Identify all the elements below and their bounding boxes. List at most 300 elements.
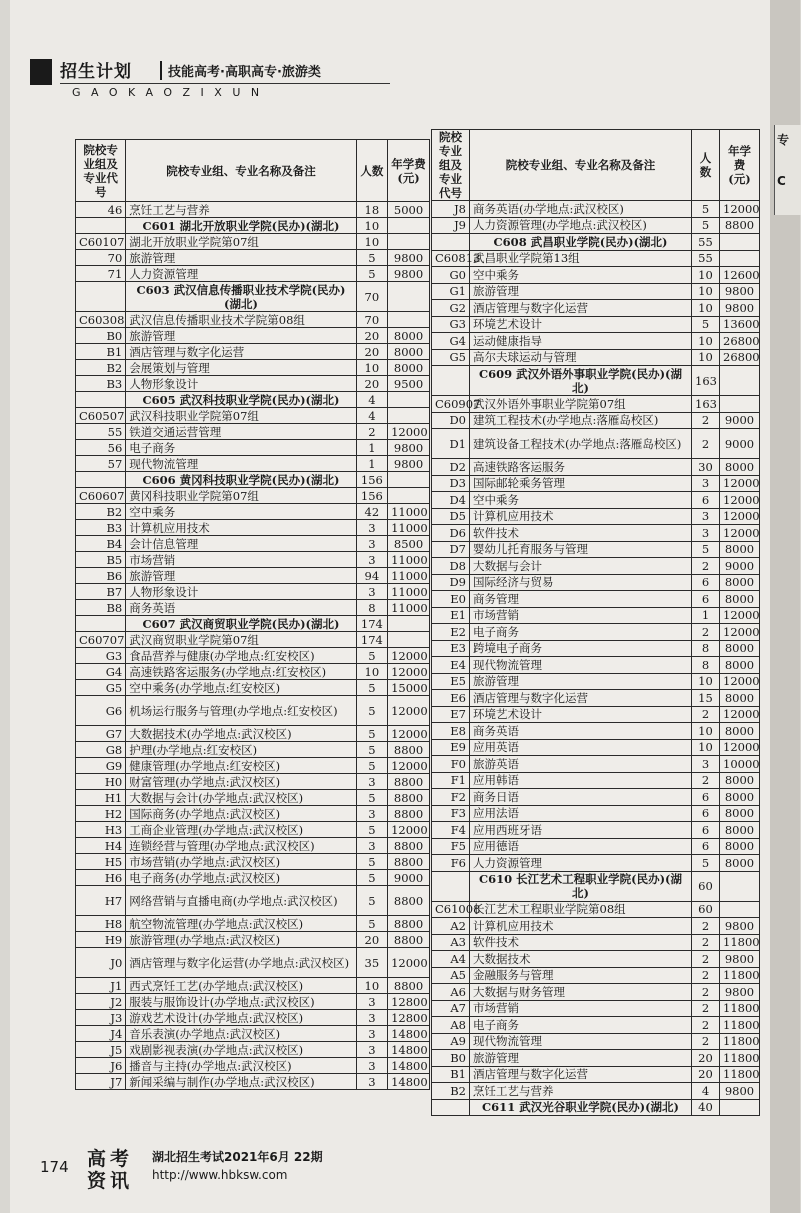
row-name: 商务英语 — [470, 723, 692, 740]
table-row — [432, 558, 760, 575]
row-code — [432, 366, 470, 396]
row-code: G3 — [432, 316, 470, 333]
row-fee: 9800 — [720, 300, 760, 317]
row-code: D8 — [432, 558, 470, 575]
row-code: E0 — [432, 591, 470, 608]
row-name: 软件技术 — [470, 525, 692, 542]
row-name: 计算机应用技术 — [470, 918, 692, 935]
row-count: 163 — [692, 396, 720, 413]
table-header-row — [76, 140, 430, 202]
row-fee: 8800 — [388, 790, 430, 806]
row-count: 156 — [356, 488, 387, 504]
row-code: C60907 — [432, 396, 470, 413]
row-name: 播音与主持(办学地点:武汉校区) — [126, 1058, 356, 1074]
table-row — [76, 328, 430, 344]
row-count: 20 — [356, 376, 387, 392]
row-fee: 11800 — [720, 1066, 760, 1083]
row-name: C607 武汉商贸职业学院(民办)(湖北) — [126, 616, 356, 632]
row-code: G2 — [432, 300, 470, 317]
row-count: 3 — [356, 520, 387, 536]
row-count: 6 — [692, 838, 720, 855]
row-name: 商务管理 — [470, 591, 692, 608]
row-code — [76, 282, 126, 312]
table-row — [76, 456, 430, 472]
row-fee — [388, 408, 430, 424]
row-code: E9 — [432, 739, 470, 756]
row-name: 航空物流管理(办学地点:武汉校区) — [126, 916, 356, 932]
row-code: H3 — [76, 822, 126, 838]
row-code: G5 — [76, 680, 126, 696]
row-code: H1 — [76, 790, 126, 806]
table-row — [76, 932, 430, 948]
table-row — [432, 201, 760, 218]
row-code: D1 — [432, 429, 470, 459]
table-row — [76, 632, 430, 648]
row-code: B8 — [76, 600, 126, 616]
row-name: 应用韩语 — [470, 772, 692, 789]
row-name: 电子商务 — [470, 1017, 692, 1034]
row-name: 金融服务与管理 — [470, 967, 692, 984]
table-row — [432, 607, 760, 624]
row-name: 环境艺术设计 — [470, 706, 692, 723]
row-fee: 11800 — [720, 1050, 760, 1067]
row-count: 2 — [692, 1033, 720, 1050]
row-name: 跨境电子商务 — [470, 640, 692, 657]
row-name: 市场营销(办学地点:武汉校区) — [126, 854, 356, 870]
institution-row — [76, 282, 430, 312]
table-row — [432, 300, 760, 317]
row-name: 会计信息管理 — [126, 536, 356, 552]
row-name: 旅游管理 — [470, 283, 692, 300]
row-count: 3 — [356, 1026, 387, 1042]
table-row — [432, 822, 760, 839]
row-code — [76, 616, 126, 632]
table-row — [432, 657, 760, 674]
row-name: 武汉外语外事职业学院第07组 — [470, 396, 692, 413]
row-name: 武汉科技职业学院第07组 — [126, 408, 356, 424]
row-count: 94 — [356, 568, 387, 584]
table-row — [432, 805, 760, 822]
row-fee: 8000 — [720, 657, 760, 674]
row-count: 10 — [692, 283, 720, 300]
row-fee — [388, 234, 430, 250]
row-fee — [720, 234, 760, 251]
row-code: J4 — [76, 1026, 126, 1042]
row-code: H9 — [76, 932, 126, 948]
row-fee: 8800 — [388, 886, 430, 916]
row-code: H2 — [76, 806, 126, 822]
table-row — [76, 696, 430, 726]
row-count: 10 — [356, 664, 387, 680]
table-row — [76, 758, 430, 774]
row-fee: 8800 — [388, 838, 430, 854]
row-code: H8 — [76, 916, 126, 932]
table-row — [76, 1010, 430, 1026]
table-row — [76, 424, 430, 440]
table-row — [432, 475, 760, 492]
row-name: 电子商务(办学地点:武汉校区) — [126, 870, 356, 886]
row-count: 1 — [692, 607, 720, 624]
row-code: C60813 — [432, 250, 470, 267]
row-name: 人力资源管理(办学地点:武汉校区) — [470, 217, 692, 234]
row-fee: 9800 — [388, 456, 430, 472]
row-code: G3 — [76, 648, 126, 664]
row-fee: 8800 — [388, 854, 430, 870]
row-count: 10 — [356, 360, 387, 376]
row-fee: 11000 — [388, 504, 430, 520]
row-code: E2 — [432, 624, 470, 641]
table-row — [76, 536, 430, 552]
row-fee — [388, 616, 430, 632]
row-name: C610 长江艺术工程职业学院(民办)(湖北) — [470, 871, 692, 901]
row-code: G9 — [76, 758, 126, 774]
row-name: C609 武汉外语外事职业学院(民办)(湖北) — [470, 366, 692, 396]
row-name: 大数据与会计(办学地点:武汉校区) — [126, 790, 356, 806]
row-fee — [388, 632, 430, 648]
logo-text-bottom: 资讯 — [86, 1170, 134, 1192]
table-row — [76, 408, 430, 424]
row-count: 4 — [356, 392, 387, 408]
row-count: 4 — [692, 1083, 720, 1100]
table-row — [432, 1050, 760, 1067]
table-row — [432, 706, 760, 723]
row-fee — [720, 396, 760, 413]
row-name: 国际经济与贸易 — [470, 574, 692, 591]
row-code: F5 — [432, 838, 470, 855]
row-fee — [388, 312, 430, 328]
table-row — [432, 756, 760, 773]
row-code: J3 — [76, 1010, 126, 1026]
row-code: E7 — [432, 706, 470, 723]
row-name: 食品营养与健康(办学地点:红安校区) — [126, 648, 356, 664]
table-row — [432, 412, 760, 429]
row-fee: 26800 — [720, 349, 760, 366]
row-count: 2 — [692, 412, 720, 429]
row-code: D4 — [432, 492, 470, 509]
row-code: E3 — [432, 640, 470, 657]
row-name: 连锁经营与管理(办学地点:武汉校区) — [126, 838, 356, 854]
row-count: 2 — [692, 772, 720, 789]
row-count: 10 — [356, 234, 387, 250]
row-count: 5 — [356, 648, 387, 664]
row-code: A8 — [432, 1017, 470, 1034]
table-row — [76, 234, 430, 250]
row-code: B3 — [76, 520, 126, 536]
row-code: H0 — [76, 774, 126, 790]
row-name: 旅游管理(办学地点:武汉校区) — [126, 932, 356, 948]
row-count: 10 — [356, 218, 387, 234]
row-code: J7 — [76, 1074, 126, 1090]
row-count: 20 — [356, 932, 387, 948]
row-code: F2 — [432, 789, 470, 806]
row-fee: 9000 — [720, 429, 760, 459]
institution-row — [76, 392, 430, 408]
row-name: 工商企业管理(办学地点:武汉校区) — [126, 822, 356, 838]
row-name: 湖北开放职业学院第07组 — [126, 234, 356, 250]
row-count: 30 — [692, 459, 720, 476]
row-fee: 8000 — [720, 591, 760, 608]
table-row — [432, 838, 760, 855]
row-fee: 12000 — [720, 475, 760, 492]
row-name: 运动健康指导 — [470, 333, 692, 350]
row-name: 计算机应用技术 — [470, 508, 692, 525]
row-name: 新闻采编与制作(办学地点:武汉校区) — [126, 1074, 356, 1090]
row-name: 商务日语 — [470, 789, 692, 806]
row-count: 10 — [692, 267, 720, 284]
row-fee: 11000 — [388, 520, 430, 536]
enrollment-table-right — [431, 129, 760, 1116]
gaokao-zixun-logo — [74, 1144, 146, 1190]
row-fee — [720, 871, 760, 901]
row-name: 网络营销与直播电商(办学地点:武汉校区) — [126, 886, 356, 916]
row-fee: 8800 — [388, 774, 430, 790]
row-count: 3 — [356, 994, 387, 1010]
row-count: 174 — [356, 632, 387, 648]
header-code: 院校专业组及专业代号 — [76, 140, 126, 202]
table-row — [432, 934, 760, 951]
row-count: 5 — [356, 790, 387, 806]
row-name: 铁道交通运营管理 — [126, 424, 356, 440]
row-fee — [388, 218, 430, 234]
row-name: 长江艺术工程职业学院第08组 — [470, 901, 692, 918]
row-name: 应用英语 — [470, 739, 692, 756]
row-code: F6 — [432, 855, 470, 872]
row-fee: 8000 — [720, 723, 760, 740]
institution-row — [76, 616, 430, 632]
table-row — [432, 396, 760, 413]
row-count: 15 — [692, 690, 720, 707]
row-fee: 9800 — [388, 250, 430, 266]
row-fee: 8000 — [388, 360, 430, 376]
table-row — [76, 854, 430, 870]
row-code: J1 — [76, 978, 126, 994]
table-row — [432, 1017, 760, 1034]
row-count: 10 — [692, 723, 720, 740]
row-count: 5 — [356, 726, 387, 742]
table-row — [432, 492, 760, 509]
row-code: A9 — [432, 1033, 470, 1050]
row-count: 35 — [356, 948, 387, 978]
row-code: B0 — [432, 1050, 470, 1067]
row-name: 财富管理(办学地点:武汉校区) — [126, 774, 356, 790]
row-name: 大数据与会计 — [470, 558, 692, 575]
row-code: B4 — [76, 536, 126, 552]
row-count: 8 — [356, 600, 387, 616]
row-fee: 14800 — [388, 1042, 430, 1058]
row-fee: 9800 — [388, 266, 430, 282]
row-fee: 12000 — [720, 739, 760, 756]
row-code: H5 — [76, 854, 126, 870]
row-fee: 8000 — [720, 772, 760, 789]
row-count: 1 — [356, 440, 387, 456]
table-row — [76, 664, 430, 680]
table-row — [76, 948, 430, 978]
row-name: C601 湖北开放职业学院(民办)(湖北) — [126, 218, 356, 234]
row-fee: 11800 — [720, 967, 760, 984]
header-marker — [30, 59, 52, 85]
row-name: 机场运行服务与管理(办学地点:红安校区) — [126, 696, 356, 726]
row-name: 市场营销 — [470, 607, 692, 624]
row-count: 5 — [356, 854, 387, 870]
row-name: 人物形象设计 — [126, 376, 356, 392]
row-fee: 10000 — [720, 756, 760, 773]
row-name: C605 武汉科技职业学院(民办)(湖北) — [126, 392, 356, 408]
row-count: 5 — [356, 696, 387, 726]
row-code: H4 — [76, 838, 126, 854]
table-row — [432, 283, 760, 300]
row-code: J2 — [76, 994, 126, 1010]
table-row — [432, 525, 760, 542]
row-name: 黄冈科技职业学院第07组 — [126, 488, 356, 504]
table-row — [76, 584, 430, 600]
row-count: 70 — [356, 282, 387, 312]
row-fee: 12000 — [720, 706, 760, 723]
row-fee: 9800 — [388, 440, 430, 456]
row-code: F1 — [432, 772, 470, 789]
row-count: 2 — [692, 951, 720, 968]
row-code: A3 — [432, 934, 470, 951]
row-fee: 12000 — [388, 758, 430, 774]
table-row — [76, 742, 430, 758]
row-count: 18 — [356, 202, 387, 218]
facing-page-text-2: C — [777, 174, 786, 188]
table-row — [432, 541, 760, 558]
row-name: 西式烹饪工艺(办学地点:武汉校区) — [126, 978, 356, 994]
table-row — [432, 918, 760, 935]
row-code: J0 — [76, 948, 126, 978]
header-count: 人数 — [356, 140, 387, 202]
row-name: 武昌职业学院第13组 — [470, 250, 692, 267]
table-row — [76, 520, 430, 536]
row-count: 5 — [356, 680, 387, 696]
row-name: 空中乘务(办学地点:红安校区) — [126, 680, 356, 696]
row-code: G7 — [76, 726, 126, 742]
row-name: 酒店管理与数字化运营 — [470, 690, 692, 707]
row-fee: 9800 — [720, 1083, 760, 1100]
row-fee — [388, 472, 430, 488]
row-code: D6 — [432, 525, 470, 542]
table-row — [76, 202, 430, 218]
row-name: 旅游英语 — [470, 756, 692, 773]
row-fee: 26800 — [720, 333, 760, 350]
table-row — [432, 739, 760, 756]
row-count: 1 — [356, 456, 387, 472]
table-row — [432, 217, 760, 234]
row-name: 烹饪工艺与营养 — [126, 202, 356, 218]
row-name: 酒店管理与数字化运营(办学地点:武汉校区) — [126, 948, 356, 978]
row-count: 174 — [356, 616, 387, 632]
row-code: B7 — [76, 584, 126, 600]
page-footer — [40, 1148, 440, 1198]
table-row — [432, 574, 760, 591]
row-code: D5 — [432, 508, 470, 525]
facing-page-edge — [770, 0, 800, 1213]
row-name: 健康管理(办学地点:红安校区) — [126, 758, 356, 774]
row-fee: 8800 — [388, 916, 430, 932]
row-fee: 11000 — [388, 552, 430, 568]
row-name: C606 黄冈科技职业学院(民办)(湖北) — [126, 472, 356, 488]
row-fee: 8000 — [388, 344, 430, 360]
table-row — [76, 648, 430, 664]
row-count: 5 — [692, 217, 720, 234]
row-fee: 9000 — [388, 870, 430, 886]
table-row — [76, 360, 430, 376]
table-row — [432, 855, 760, 872]
row-fee: 12000 — [720, 607, 760, 624]
row-code: 56 — [76, 440, 126, 456]
header-count: 人数 — [692, 130, 720, 201]
row-count: 2 — [692, 558, 720, 575]
row-fee: 12000 — [388, 726, 430, 742]
row-count: 10 — [356, 978, 387, 994]
row-fee: 15000 — [388, 680, 430, 696]
row-code: B6 — [76, 568, 126, 584]
row-count: 55 — [692, 234, 720, 251]
row-fee: 8000 — [720, 574, 760, 591]
institution-row — [432, 1099, 760, 1116]
row-count: 6 — [692, 805, 720, 822]
row-fee: 9800 — [720, 918, 760, 935]
table-row — [432, 1083, 760, 1100]
row-count: 5 — [692, 201, 720, 218]
row-name: 市场营销 — [126, 552, 356, 568]
page-number: 174 — [40, 1158, 69, 1176]
section-romanization: GAOKAOZIXUN — [72, 86, 270, 99]
row-fee — [720, 366, 760, 396]
row-code: E8 — [432, 723, 470, 740]
row-fee: 12000 — [388, 948, 430, 978]
row-fee: 12000 — [388, 648, 430, 664]
row-name: 软件技术 — [470, 934, 692, 951]
row-code — [76, 472, 126, 488]
row-name: C611 武汉光谷职业学院(民办)(湖北) — [470, 1099, 692, 1116]
row-code — [432, 1099, 470, 1116]
row-fee: 12800 — [388, 994, 430, 1010]
row-count: 5 — [356, 266, 387, 282]
row-code: H7 — [76, 886, 126, 916]
row-name: 现代物流管理 — [470, 657, 692, 674]
table-row — [432, 673, 760, 690]
row-code: 71 — [76, 266, 126, 282]
row-count: 8 — [692, 657, 720, 674]
table-row — [432, 459, 760, 476]
header-name: 院校专业组、专业名称及备注 — [470, 130, 692, 201]
row-code: H6 — [76, 870, 126, 886]
table-row — [76, 870, 430, 886]
institution-row — [432, 234, 760, 251]
row-count: 10 — [692, 673, 720, 690]
row-code: A4 — [432, 951, 470, 968]
row-fee: 12000 — [720, 508, 760, 525]
row-count: 70 — [356, 312, 387, 328]
row-code: G4 — [432, 333, 470, 350]
row-count: 3 — [356, 1010, 387, 1026]
row-count: 3 — [356, 1042, 387, 1058]
table-row — [76, 916, 430, 932]
row-name: 电子商务 — [126, 440, 356, 456]
table-row — [432, 901, 760, 918]
row-code: G8 — [76, 742, 126, 758]
row-fee: 8000 — [720, 805, 760, 822]
table-row — [76, 568, 430, 584]
row-code: B3 — [76, 376, 126, 392]
institution-row — [76, 218, 430, 234]
row-code: J9 — [432, 217, 470, 234]
row-code: G4 — [76, 664, 126, 680]
row-count: 2 — [692, 1000, 720, 1017]
row-count: 5 — [356, 916, 387, 932]
row-fee: 9800 — [720, 951, 760, 968]
